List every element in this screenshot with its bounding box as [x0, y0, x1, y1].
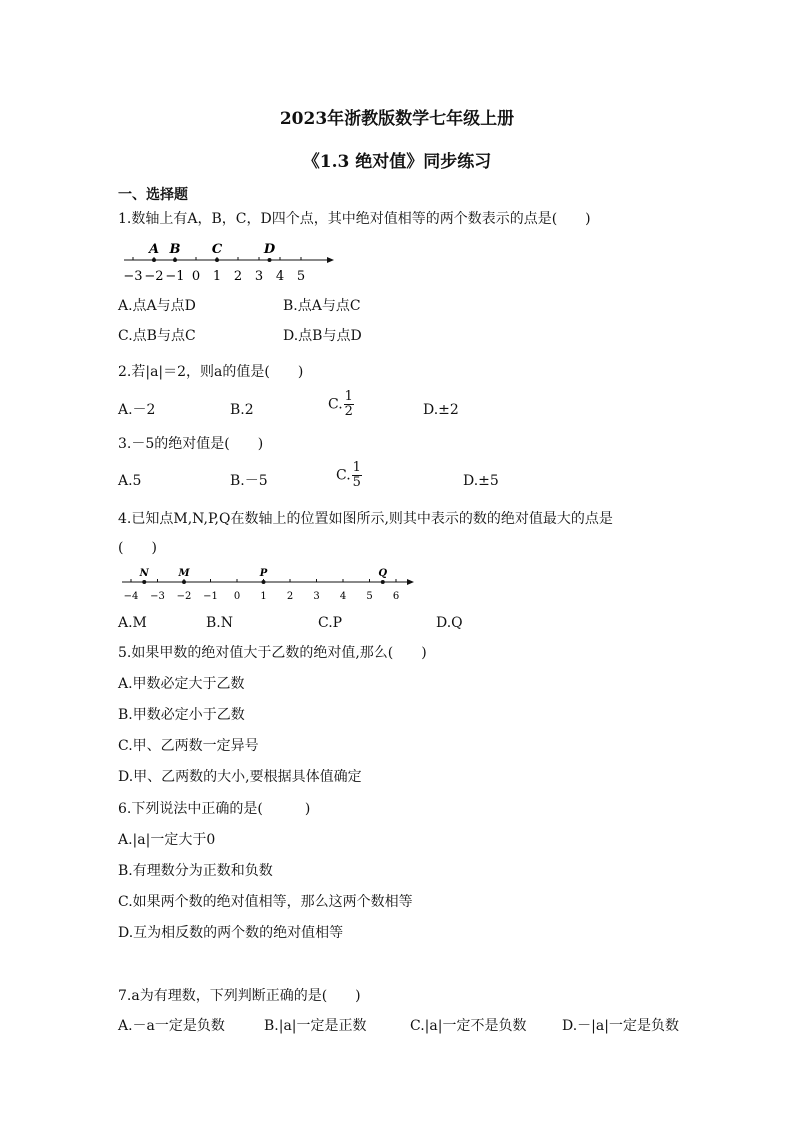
tick-label: 3 — [254, 269, 264, 284]
question-1-option-a[interactable]: A.点A与点D — [118, 298, 196, 314]
point-label: D — [263, 242, 276, 257]
point-dot — [268, 258, 272, 262]
question-3-option-c[interactable] — [336, 461, 362, 490]
fraction-denominator: 5 — [352, 475, 361, 490]
tick-label: 0 — [191, 269, 201, 284]
section-heading: 一、选择题 — [118, 187, 188, 203]
point-dot — [215, 258, 219, 262]
question-5-stem: 5.如果甲数的绝对值大于乙数的绝对值,那么( ) — [118, 645, 427, 661]
question-4-option-c[interactable]: C.P — [318, 615, 343, 631]
point-label: M — [178, 568, 190, 579]
question-7-option-d[interactable]: D.－|a|一定是负数 — [562, 1018, 679, 1034]
question-4-number-line — [118, 566, 418, 606]
question-2-option-d[interactable]: D.±2 — [423, 402, 459, 418]
fraction-numerator: 1 — [352, 460, 361, 475]
axis-arrow — [327, 257, 334, 263]
point-dot — [381, 580, 385, 584]
question-6-stem: 6.下列说法中正确的是( ) — [118, 801, 311, 817]
tick-label: 4 — [275, 269, 285, 284]
point-dot — [142, 580, 146, 584]
question-6-option-c[interactable]: C.如果两个数的绝对值相等，那么这两个数相等 — [118, 894, 413, 910]
question-3-option-d[interactable]: D.±5 — [463, 473, 499, 489]
question-7-stem: 7.a为有理数，下列判断正确的是( ) — [118, 988, 361, 1004]
document-subtitle: 《1.3 绝对值》同步练习 — [302, 152, 492, 172]
question-2-option-a[interactable]: A.－2 — [118, 402, 156, 418]
tick-label: 5 — [296, 269, 306, 284]
point-label: C — [211, 242, 223, 257]
fraction-numerator: 1 — [344, 389, 353, 404]
question-2-fraction — [344, 390, 354, 419]
tick-label: 5 — [366, 591, 373, 602]
question-1-stem: 1.数轴上有A，B，C，D四个点，其中绝对值相等的两个数表示的点是( ) — [118, 211, 591, 227]
tick-label: 6 — [392, 591, 400, 602]
question-2-stem: 2.若|a|＝2，则a的值是( ) — [118, 364, 304, 380]
tick-label: −3 — [150, 591, 165, 602]
question-5-option-a[interactable]: A.甲数必定大于乙数 — [118, 676, 245, 692]
question-3-option-b[interactable]: B.－5 — [230, 473, 268, 489]
point-label: Q — [378, 568, 388, 579]
document-title: 2023年浙教版数学七年级上册 — [279, 109, 515, 129]
tick-label: 1 — [260, 591, 267, 602]
point-label: B — [169, 242, 181, 257]
question-3-stem: 3.－5的绝对值是( ) — [118, 436, 264, 452]
question-6-option-d[interactable]: D.互为相反数的两个数的绝对值相等 — [118, 925, 344, 941]
point-dot — [152, 258, 156, 262]
point-dot — [262, 580, 266, 584]
question-4-stem-cont: ( ) — [118, 540, 157, 556]
question-4-stem: 4.已知点M,N,P,Q在数轴上的位置如图所示,则其中表示的数的绝对值最大的点是 — [118, 511, 613, 527]
question-4-option-a[interactable]: A.M — [118, 615, 147, 631]
question-4-option-d[interactable]: D.Q — [436, 615, 463, 631]
question-3-option-a[interactable]: A.5 — [118, 473, 142, 489]
tick-label: 4 — [339, 591, 347, 602]
point-label: P — [259, 568, 268, 579]
question-1-number-line — [118, 238, 338, 284]
tick-label: 2 — [233, 269, 243, 284]
question-2-option-b[interactable]: B.2 — [230, 402, 254, 418]
question-1-option-d[interactable]: D.点B与点D — [283, 328, 362, 344]
question-1-option-c[interactable]: C.点B与点C — [118, 328, 196, 344]
point-dot — [182, 580, 186, 584]
tick-label: −1 — [203, 591, 218, 602]
point-label: A — [148, 242, 160, 257]
question-3-fraction — [352, 461, 362, 490]
tick-label: −2 — [144, 269, 164, 284]
tick-label: −3 — [123, 269, 143, 284]
question-3-option-c-label: C. — [336, 467, 351, 484]
question-7-option-a[interactable]: A.－a一定是负数 — [118, 1018, 225, 1034]
tick-label: −2 — [176, 591, 192, 602]
axis-arrow — [407, 579, 414, 585]
question-6-option-a[interactable]: A.|a|一定大于0 — [118, 832, 216, 848]
tick-label: −4 — [123, 591, 139, 602]
tick-label: 0 — [233, 591, 241, 602]
question-7-option-b[interactable]: B.|a|一定是正数 — [264, 1018, 367, 1034]
tick-label: 2 — [286, 591, 294, 602]
question-4-option-b[interactable]: B.N — [206, 615, 233, 631]
question-5-option-b[interactable]: B.甲数必定小于乙数 — [118, 707, 245, 723]
fraction-denominator: 2 — [344, 404, 353, 419]
tick-label: −1 — [165, 269, 185, 284]
tick-label: 1 — [212, 269, 222, 284]
question-5-option-c[interactable]: C.甲、乙两数一定异号 — [118, 738, 259, 754]
question-1-option-b[interactable]: B.点A与点C — [283, 298, 361, 314]
point-dot — [173, 258, 177, 262]
question-6-option-b[interactable]: B.有理数分为正数和负数 — [118, 863, 273, 879]
tick-label: 3 — [313, 591, 320, 602]
point-label: N — [139, 568, 149, 579]
question-7-option-c[interactable]: C.|a|一定不是负数 — [410, 1018, 527, 1034]
question-5-option-d[interactable]: D.甲、乙两数的大小,要根据具体值确定 — [118, 769, 362, 785]
question-2-option-c-label: C. — [328, 396, 343, 413]
question-2-option-c[interactable] — [328, 390, 354, 419]
